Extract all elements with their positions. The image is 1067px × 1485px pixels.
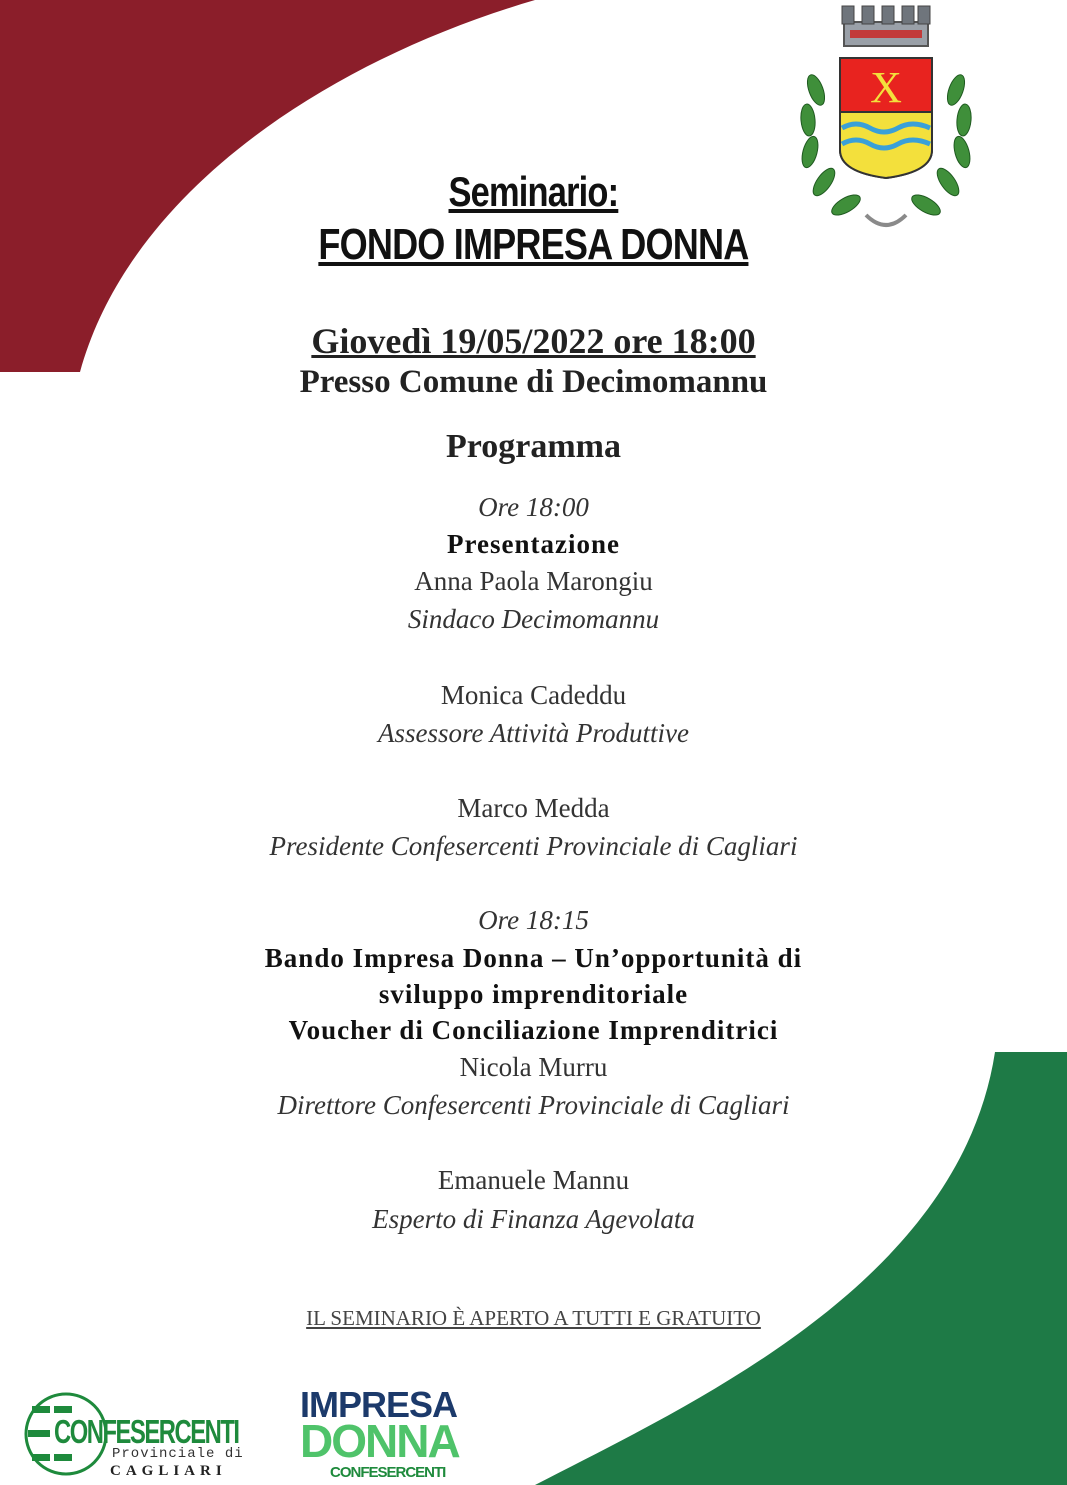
block2-title-line2: sviluppo imprenditoriale bbox=[378, 979, 689, 1009]
speaker-name: Monica Cadeddu bbox=[440, 680, 627, 710]
block1-title: Presentazione bbox=[447, 529, 620, 559]
seminar-label: Seminario: bbox=[448, 168, 619, 215]
impresa-donna-logo-line1: IMPRESA bbox=[300, 1384, 458, 1425]
speaker-role: Direttore Confesercenti Provinciale di Cagliari bbox=[277, 1090, 790, 1120]
speaker-name: Marco Medda bbox=[457, 793, 610, 823]
speaker-name: Nicola Murru bbox=[459, 1052, 608, 1082]
open-free-note: IL SEMINARIO È APERTO A TUTTI E GRATUITO bbox=[306, 1306, 761, 1330]
program-heading: Programma bbox=[446, 428, 621, 465]
block1-time: Ore 18:00 bbox=[478, 492, 589, 522]
impresa-donna-logo-line2: DONNA bbox=[300, 1415, 459, 1467]
confesercenti-logo-city: CAGLIARI bbox=[110, 1463, 227, 1479]
impresa-donna-logo-line3: CONFESERCENTI bbox=[330, 1464, 446, 1481]
confesercenti-logo-provincial: Provinciale di bbox=[112, 1446, 244, 1462]
speaker-role: Presidente Confesercenti Provinciale di Cagliari bbox=[269, 831, 798, 861]
speaker-role: Sindaco Decimomannu bbox=[407, 604, 660, 634]
block2-title-line1: Bando Impresa Donna – Un’opportunità di bbox=[264, 943, 803, 973]
block2-time: Ore 18:15 bbox=[478, 905, 589, 935]
event-date: Giovedì 19/05/2022 ore 18:00 bbox=[311, 321, 756, 361]
speaker-role: Esperto di Finanza Agevolata bbox=[372, 1204, 695, 1234]
seminar-title: FONDO IMPRESA DONNA bbox=[318, 220, 749, 269]
speaker-name: Anna Paola Marongiu bbox=[414, 566, 653, 596]
speaker-name: Emanuele Mannu bbox=[437, 1165, 630, 1195]
event-venue: Presso Comune di Decimomannu bbox=[299, 364, 768, 400]
crest-letter: X bbox=[870, 63, 902, 112]
confesercenti-logo-word: CONFESERCENTI bbox=[54, 1413, 239, 1450]
block2-title-line3: Voucher di Conciliazione Imprenditrici bbox=[288, 1015, 779, 1045]
speaker-role: Assessore Attività Produttive bbox=[378, 718, 689, 748]
